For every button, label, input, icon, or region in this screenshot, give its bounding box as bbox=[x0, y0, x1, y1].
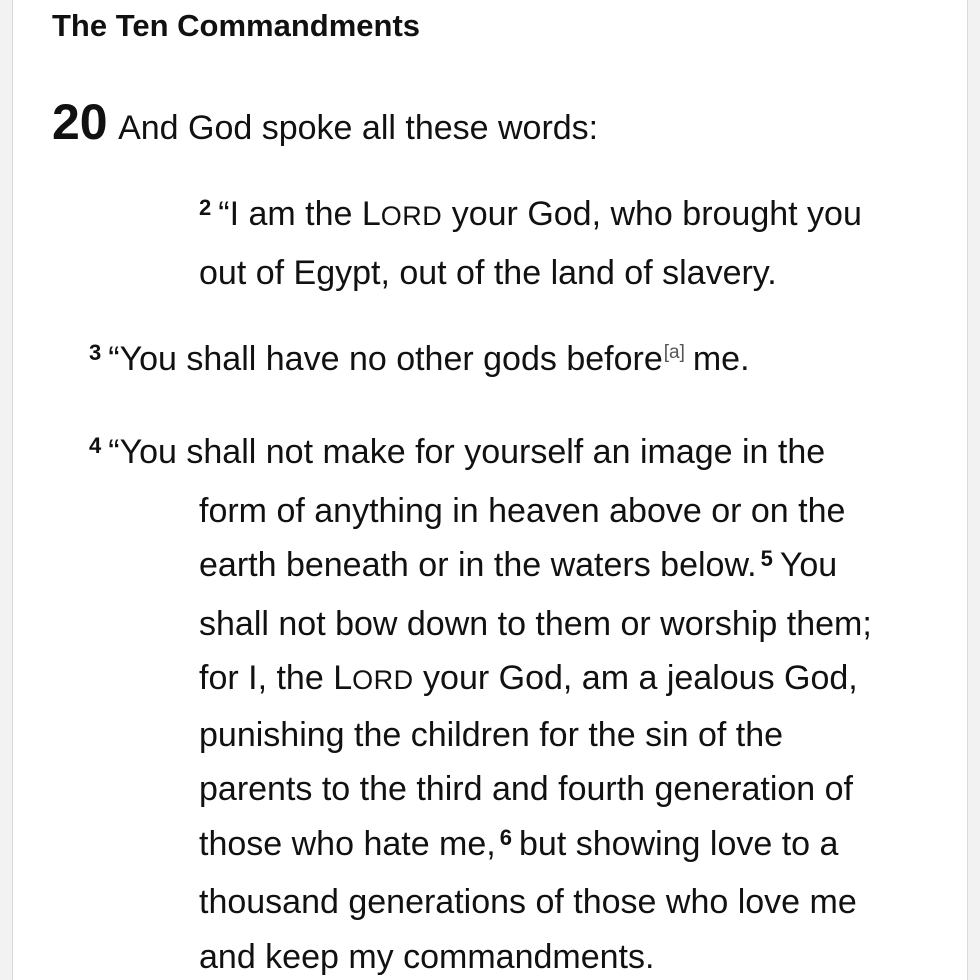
verse-4-line-3 bbox=[89, 538, 872, 597]
verse-3-text-end: me. bbox=[692, 340, 750, 378]
lord-initial: L bbox=[361, 195, 381, 233]
lord-rest: ORD bbox=[380, 201, 443, 231]
verse-6-text-start: but showing love to a bbox=[519, 824, 839, 863]
verse-5-line-3: punishing the children for the sin of the bbox=[199, 715, 784, 754]
section-heading: The Ten Commandments bbox=[52, 8, 421, 43]
verse-5-text-start: You bbox=[779, 546, 838, 584]
lord-small-caps bbox=[333, 659, 413, 697]
verse-2-line-1 bbox=[199, 187, 862, 246]
lord-rest: ORD bbox=[352, 665, 414, 695]
verse-4-line-2: form of anything in heaven above or on the bbox=[199, 491, 846, 530]
footnote-link-a[interactable]: [a] bbox=[663, 342, 685, 363]
chapter-intro bbox=[52, 94, 598, 154]
verse-4 bbox=[89, 425, 872, 980]
verse-2 bbox=[199, 187, 862, 300]
verse-2-text-end: your God, who brought you bbox=[442, 195, 862, 233]
lord-initial: L bbox=[333, 659, 353, 697]
verse-number-5: 5 bbox=[760, 546, 773, 571]
verse-5-line-5 bbox=[89, 817, 872, 876]
chapter-intro-text: And God spoke all these words: bbox=[118, 109, 599, 147]
verse-5-line-2 bbox=[89, 651, 872, 708]
verse-5-text: for I, the bbox=[199, 659, 334, 697]
verse-number-4: 4 bbox=[89, 433, 102, 458]
verse-number-6: 6 bbox=[499, 824, 512, 850]
verse-number-2: 2 bbox=[199, 195, 212, 220]
verse-6-line-2: thousand generations of those who love me bbox=[199, 883, 857, 921]
verse-5-text-cont: your God, am a jealous God, bbox=[413, 659, 858, 697]
verse-4-text-start: “You shall not make for yourself an image in the bbox=[108, 433, 826, 471]
scripture-page bbox=[12, 0, 968, 980]
verse-3-text: “You shall have no other gods before bbox=[108, 340, 663, 378]
verse-4-text-end: earth beneath or in the waters below. bbox=[199, 546, 757, 584]
verse-2-line-2: out of Egypt, out of the land of slavery. bbox=[199, 253, 777, 292]
lord-small-caps bbox=[362, 195, 442, 233]
verse-number-3: 3 bbox=[89, 340, 102, 365]
verse-5-line-1: shall not bow down to them or worship them; bbox=[199, 604, 872, 643]
verse-2-text-start: “I am the bbox=[218, 195, 362, 233]
verse-6-line-3: and keep my commandments. bbox=[199, 937, 655, 976]
verse-5-text-end: those who hate me, bbox=[199, 824, 496, 863]
verse-5-line-4: parents to the third and fourth generation of bbox=[199, 770, 854, 808]
chapter-number: 20 bbox=[52, 94, 108, 150]
verse-3 bbox=[89, 332, 750, 393]
verse-4-line-1 bbox=[89, 425, 872, 484]
